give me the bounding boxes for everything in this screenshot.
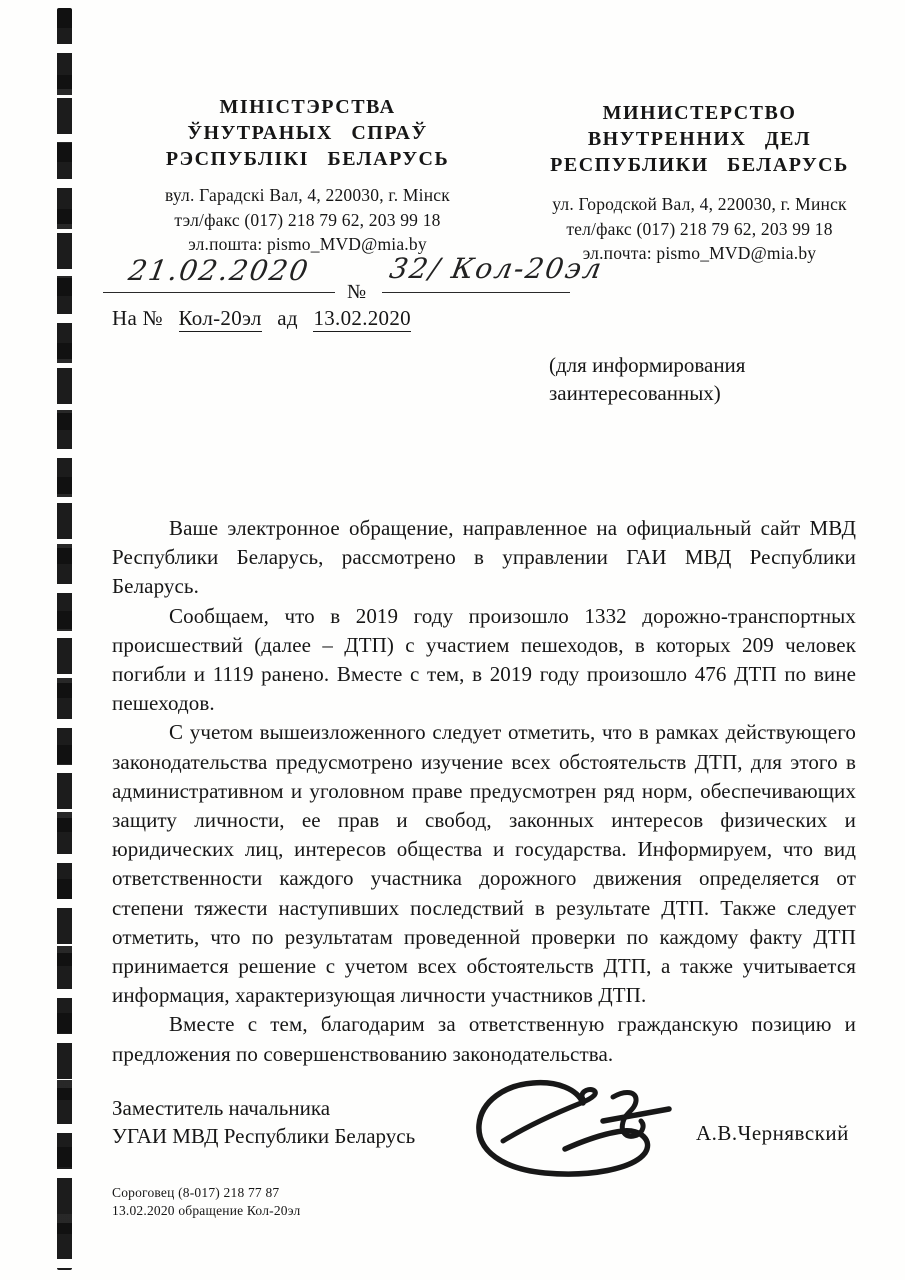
recipient-note <box>549 351 745 407</box>
ministry-contacts-by <box>110 183 505 257</box>
address-line-ru: ул. Городской Вал, 4, 220030, г. Минск <box>552 194 847 214</box>
signer-position <box>112 1095 415 1150</box>
signer-name: А.В.Чернявский <box>696 1121 849 1145</box>
paragraph-2: Сообщаем, что в 2019 году произошло 1332 дорожно-транспортных происшествий (далее – ДТП) с участием пешеходов, в которых 209 человек погибли и 1119 ранено. Вместе с тем, в 2019 году произошло 476 ДТП по вине пешеходов. <box>112 603 856 716</box>
email-line-by: эл.пошта: pismo_MVD@mia.by <box>188 234 427 254</box>
ministry-title-by-line3: РЭСПУБЛІКІ БЕЛАРУСЬ <box>165 148 450 170</box>
paragraph-4: Вместе с тем, благодарим за ответственную гражданскую позицию и предложения по совершенствованию законодательства. <box>112 1012 856 1066</box>
ministry-title-by <box>110 94 505 172</box>
case-reference: 13.02.2020 обращение Кол-20эл <box>112 1202 301 1218</box>
reply-prefix: На № <box>112 306 163 330</box>
recipient-note-line2: заинтересованных) <box>549 381 721 405</box>
paragraph-1: Ваше электронное обращение, направленное на официальный сайт МВД Республики Беларусь, рассмотрено в управлении ГАИ МВД Республики Беларусь. <box>112 516 856 599</box>
ministry-title-ru-line1: МИНИСТЕРСТВО <box>602 102 797 124</box>
ministry-title-by-line2: ЎНУТРАНЫХ СПРАЎ <box>187 122 428 144</box>
phone-line-by: тэл/факс (017) 218 79 62, 203 99 18 <box>174 209 441 230</box>
reply-date: 13.02.2020 <box>313 306 411 330</box>
letterhead-russian <box>512 100 887 266</box>
reply-reference-line <box>112 306 411 331</box>
handwritten-date: 21.02.2020 <box>125 254 313 287</box>
reply-number: Кол-20эл <box>178 306 262 330</box>
scan-edge-artifact <box>57 8 72 1270</box>
ministry-title-by-line1: МІНІСТЭРСТВА <box>219 96 396 118</box>
reply-conjunction: ад <box>277 306 298 330</box>
handwritten-number: 32/ Кол-20эл <box>387 252 606 285</box>
outgoing-date-field <box>103 254 335 293</box>
letter-body <box>112 514 856 1069</box>
executor-contact: Сороговец (8-017) 218 77 87 <box>112 1185 280 1200</box>
ministry-title-ru <box>512 100 887 178</box>
number-sign: № <box>347 281 367 303</box>
letterhead-belarusian <box>110 94 505 257</box>
paragraph-3: С учетом вышеизложенного следует отметить, что в рамках действующего законодательства предусмотрено изучение всех обстоятельств ДТП, для этого в административном и уголовном праве предусмотрен ряд норм, обеспечивающих защиту личности, ее прав и свобод, законных интересов физических и юридических лиц, интересов общества и государства. Информируем, что вид ответственности каждого участника дорожного движения определяется от степени тяжести наступивших последствий в результате ДТП. Также следует отметить, что по результатам проведенной проверки по каждому факту ДТП принимается решение с учетом всех обстоятельств ДТП, а также учитывается информация, характеризующая личности участников ДТП. <box>112 720 856 1008</box>
executor-footer <box>112 1184 300 1219</box>
ministry-title-ru-line3: РЕСПУБЛИКИ БЕЛАРУСЬ <box>550 154 849 176</box>
recipient-note-line1: (для информирования <box>549 353 746 377</box>
ministry-title-ru-line2: ВНУТРЕННИХ ДЕЛ <box>587 128 812 150</box>
phone-line-ru: тел/факс (017) 218 79 62, 203 99 18 <box>566 218 833 239</box>
address-line-by: вул. Гарадскі Вал, 4, 220030, г. Мінск <box>165 185 450 205</box>
signer-position-line2: УГАИ МВД Республики Беларусь <box>112 1123 416 1148</box>
email-line-ru: эл.почта: pismo_MVD@mia.by <box>582 243 817 263</box>
handwritten-signature-icon <box>465 1063 680 1188</box>
signer-position-line1: Заместитель начальника <box>112 1096 331 1120</box>
outgoing-number-field <box>382 252 606 293</box>
